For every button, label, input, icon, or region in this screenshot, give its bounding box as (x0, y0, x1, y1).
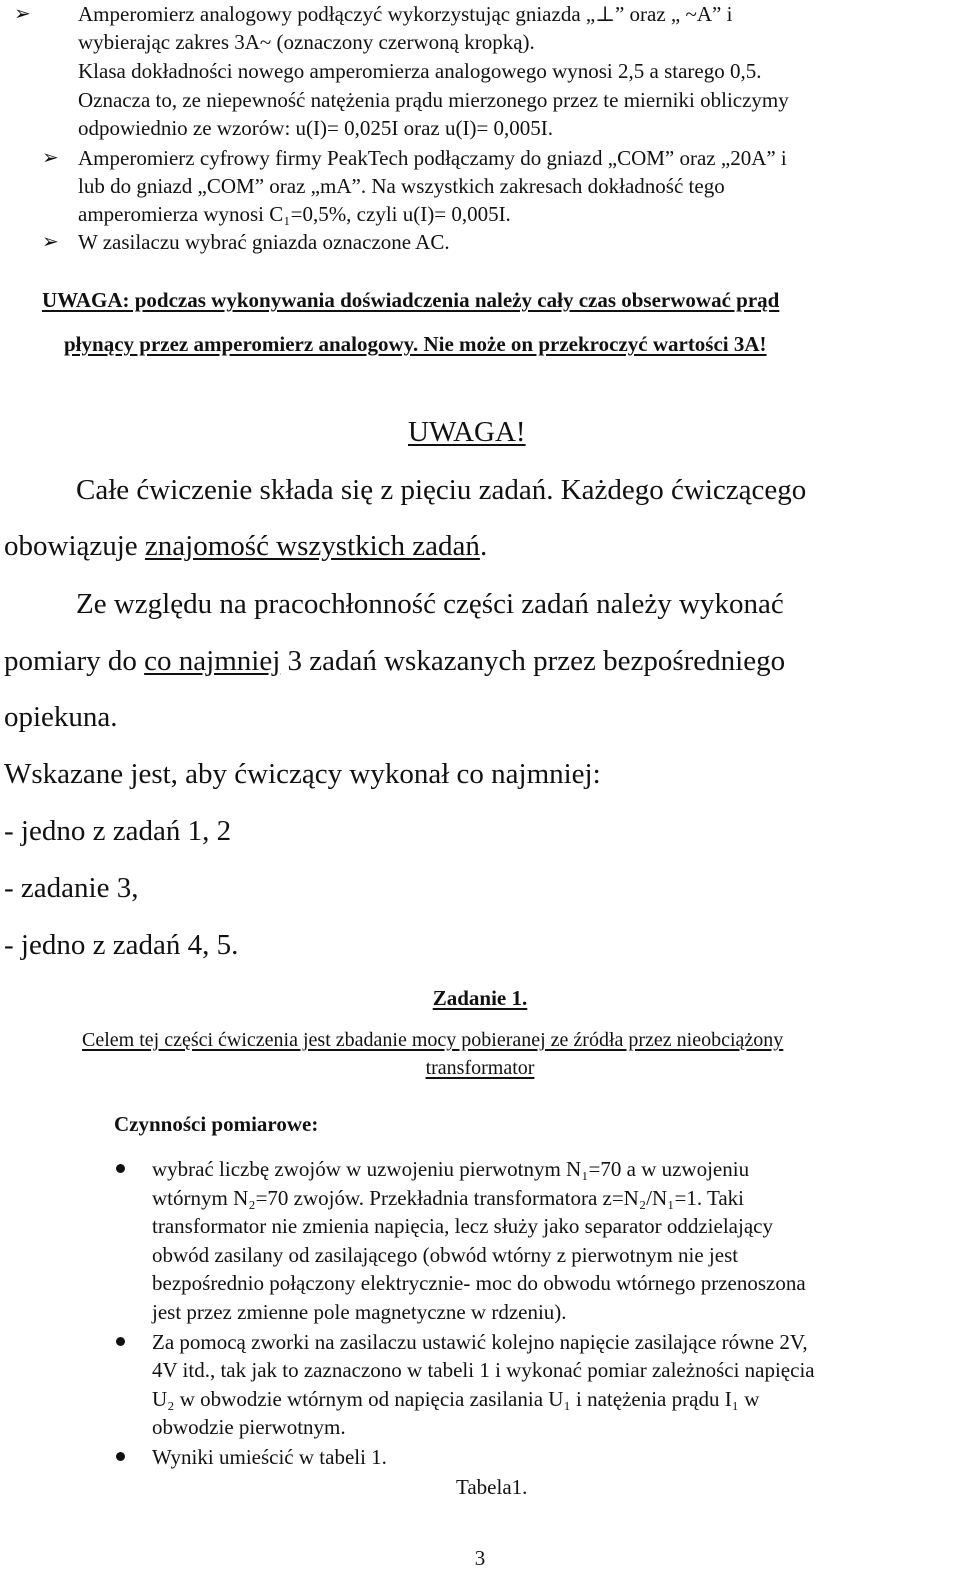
notice-p1-emphasis: znajomość wszystkich zadań (144, 530, 480, 562)
arrow-bullet-icon: ➢ (42, 231, 59, 253)
bullet1-line5: odpowiednio ze wzorów: u(I)= 0,025I oraz u(I)= 0,005I. (78, 116, 554, 140)
task-title: Zadanie 1. (432, 986, 528, 1010)
notice-p2-line3: opiekuna. (4, 701, 118, 733)
step3-line1: Wyniki umieścić w tabeli 1. (152, 1445, 387, 1469)
step2-line3: U₂ w obwodzie wtórnym od napięcia zasilania U₁ i natężenia prądu I₁ w (152, 1387, 760, 1411)
notice-p1-end: . (479, 530, 488, 562)
step2-line4: obwodzie pierwotnym. (152, 1415, 346, 1439)
warning-line1: UWAGA: podczas wykonywania doświadczenia należy cały czas obserwować prąd (42, 288, 780, 312)
bullet-dot-icon (116, 1164, 125, 1173)
notice-p1-line2 (4, 526, 487, 566)
step1-line3: transformator nie zmienia napięcia, lecz służy jako separator oddzielający (152, 1214, 773, 1238)
table-caption: Tabela1. (456, 1475, 528, 1499)
bullet-dot-icon (116, 1337, 125, 1346)
step1-line5: bezpośrednio połączony elektrycznie- moc do obwodu wtórnego przenoszona (152, 1271, 806, 1295)
bullet2-line2: lub do gniazd „COM” oraz „mA”. Na wszystkich zakresach dokładność tego (78, 174, 725, 198)
section-heading: Czynności pomiarowe: (114, 1112, 319, 1136)
notice-p2-end: 3 zadań wskazanych przez bezpośredniego (280, 645, 786, 677)
warning-line2: płynący przez amperomierz analogowy. Nie może on przekroczyć wartości 3A! (64, 332, 767, 356)
notice-p1-text: obowiązuje (4, 530, 145, 562)
arrow-bullet-icon: ➢ (14, 3, 31, 25)
bullet-dot-icon (116, 1452, 125, 1461)
bullet1-line2: wybierając zakres 3A~ (oznaczony czerwoną kropką). (78, 30, 535, 54)
bullet1-line3: Klasa dokładności nowego amperomierza analogowego wynosi 2,5 a starego 0,5. (78, 59, 762, 83)
notice-p2-line1: Ze względu na pracochłonność części zadań należy wykonać (76, 588, 784, 620)
step1-line2: wtórnym N₂=70 zwojów. Przekładnia transformatora z=N₂/N₁=1. Taki (152, 1186, 744, 1210)
step1-line6: jest przez zmienne pole magnetyczne w rdzeniu). (152, 1300, 567, 1324)
bullet3-line1: W zasilaczu wybrać gniazda oznaczone AC. (78, 230, 450, 254)
arrow-bullet-icon: ➢ (42, 147, 59, 169)
bullet1-line4: Oznacza to, ze niepewność natężenia prądu mierzonego przez te mierniki obliczymy (78, 88, 789, 112)
notice-p2-line2 (4, 641, 785, 681)
step1-line1: wybrać liczbę zwojów w uzwojeniu pierwotnym N₁=70 a w uzwojeniu (152, 1157, 750, 1181)
page-number: 3 (474, 1546, 486, 1570)
bullet1-line1: Amperomierz analogowy podłączyć wykorzystując gniazda „⊥” oraz „ ~A” i (78, 2, 733, 26)
bullet2-line1: Amperomierz cyfrowy firmy PeakTech podłączamy do gniazd „COM” oraz „20A” i (78, 146, 787, 170)
bullet2-line3: amperomierza wynosi C₁=0,5%, czyli u(I)= 0,005I. (78, 202, 511, 226)
notice-p2-emphasis: co najmniej (144, 645, 281, 677)
notice-p1-line1: Całe ćwiczenie składa się z pięciu zadań. Każdego ćwiczącego (76, 474, 807, 506)
task-goal-line1: Celem tej części ćwiczenia jest zbadanie mocy pobieranej ze źródła przez nieobciążony (82, 1029, 784, 1051)
notice-item-2: - zadanie 3, (4, 872, 139, 904)
notice-p2-text: pomiary do (4, 645, 145, 677)
task-goal-line2: transformator (425, 1057, 535, 1079)
notice-heading: UWAGA! (408, 416, 526, 448)
notice-item-3: - jedno z zadań 4, 5. (4, 929, 239, 961)
notice-item-1: - jedno z zadań 1, 2 (4, 815, 232, 847)
step2-line1: Za pomocą zworki na zasilaczu ustawić kolejno napięcie zasilające równe 2V, (152, 1330, 808, 1354)
step2-line2: 4V itd., tak jak to zaznaczono w tabeli 1 i wykonać pomiar zależności napięcia (152, 1358, 815, 1382)
step1-line4: obwód zasilany od zasilającego (obwód wtórny z pierwotnym nie jest (152, 1243, 739, 1267)
notice-p3-line1: Wskazane jest, aby ćwiczący wykonał co najmniej: (4, 758, 601, 790)
